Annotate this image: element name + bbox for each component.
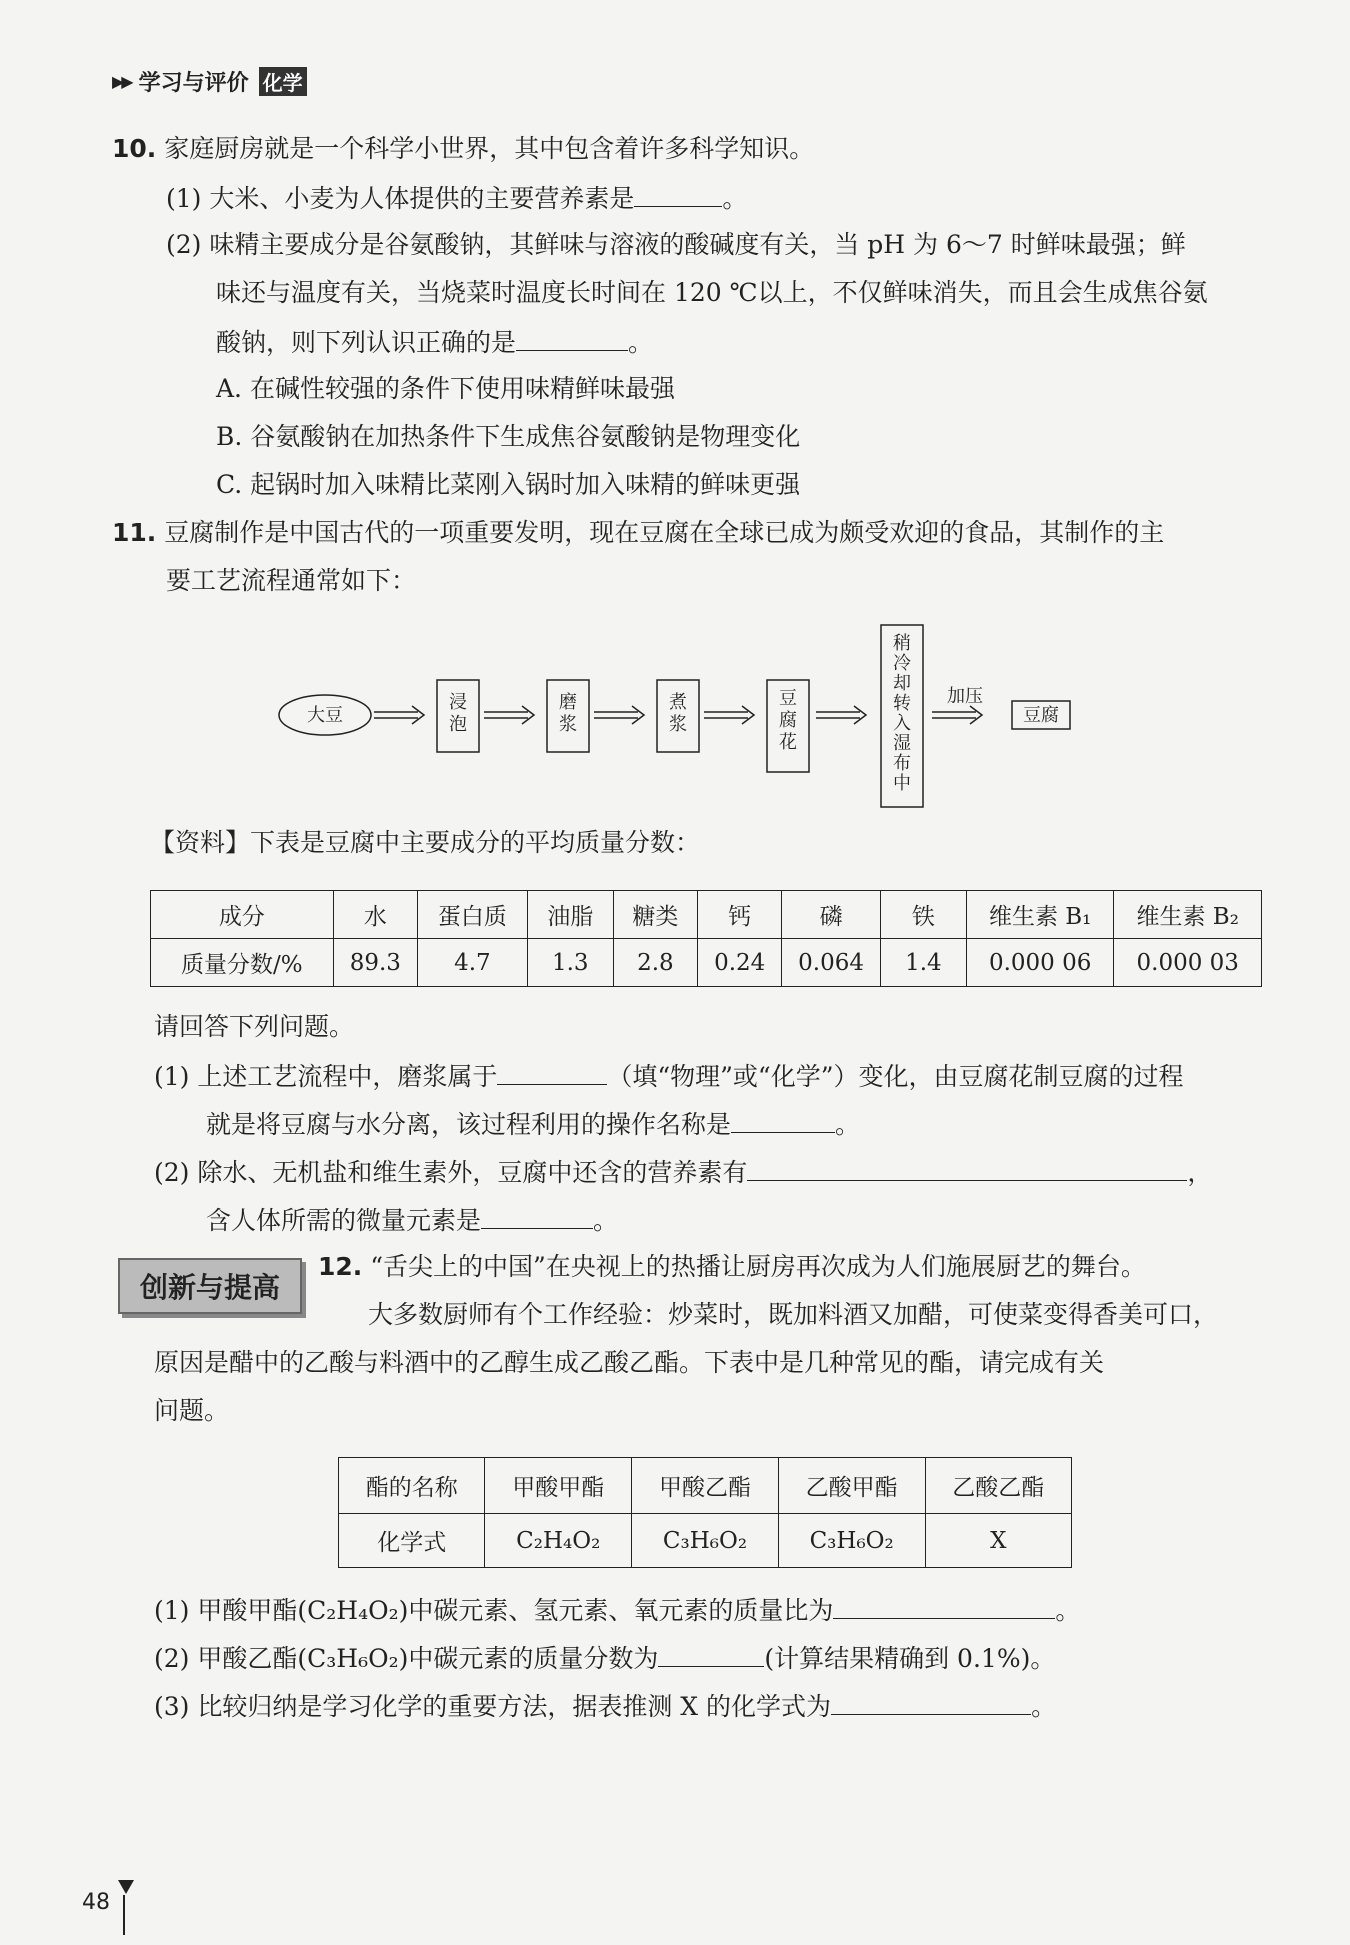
table-cell: 0.24 bbox=[697, 939, 781, 987]
table-cell: 化学式 bbox=[339, 1514, 485, 1568]
flow-arrow bbox=[374, 706, 424, 724]
step-cool-char: 冷 bbox=[893, 653, 911, 674]
step-grind-char1: 磨 bbox=[559, 692, 577, 713]
q11-part1-line2-text: 就是将豆腐与水分离，该过程利用的操作名称是 bbox=[206, 1110, 732, 1139]
q12-part1-text: (1) 甲酸甲酯(C₂H₄O₂)中碳元素、氢元素、氧元素的质量比为 bbox=[154, 1596, 834, 1625]
header-title: 学习与评价 bbox=[138, 71, 249, 96]
answer-blank[interactable] bbox=[658, 1640, 764, 1667]
step-boil-char1: 煮 bbox=[669, 692, 687, 713]
table-cell: 0.064 bbox=[782, 939, 880, 987]
q11-part2-line1-text: (2) 除水、无机盐和维生素外，豆腐中还含的营养素有 bbox=[154, 1158, 748, 1187]
table-header-row bbox=[151, 891, 1262, 939]
q12-part3 bbox=[154, 1688, 1056, 1724]
answer-blank[interactable] bbox=[831, 1688, 1031, 1715]
table-cell: 甲酸乙酯 bbox=[632, 1458, 779, 1514]
table-cell: 1.4 bbox=[880, 939, 966, 987]
table-cell: C₂H₄O₂ bbox=[485, 1514, 632, 1568]
step-grind-char2: 浆 bbox=[559, 714, 577, 735]
step-cool-char: 湿 bbox=[893, 733, 911, 754]
table-cell: 4.7 bbox=[418, 939, 528, 987]
answer-blank[interactable] bbox=[634, 180, 722, 207]
step-cool-char: 稍 bbox=[893, 633, 911, 654]
table-cell: 成分 bbox=[151, 891, 334, 939]
table-cell: 质量分数/% bbox=[151, 939, 334, 987]
step-curd-char2: 腐 bbox=[779, 710, 797, 731]
table-cell: 89.3 bbox=[333, 939, 417, 987]
step-soak-char1: 浸 bbox=[449, 692, 467, 713]
table-header-row bbox=[339, 1458, 1072, 1514]
table-cell: C₃H₆O₂ bbox=[778, 1514, 925, 1568]
q12-part1-end: 。 bbox=[1055, 1596, 1081, 1625]
table-cell: 甲酸甲酯 bbox=[485, 1458, 632, 1514]
q10-part2-line2: 味还与温度有关，当烧菜时温度长时间在 120 ℃以上，不仅鲜味消失，而且会生成焦谷氨 bbox=[216, 278, 1208, 307]
answer-blank[interactable] bbox=[516, 324, 628, 351]
flow-end-label: 豆腐 bbox=[1023, 705, 1059, 726]
answer-blank[interactable] bbox=[481, 1202, 593, 1229]
table-cell: 油脂 bbox=[527, 891, 613, 939]
q11-part2-end: 。 bbox=[593, 1206, 619, 1235]
flow-start-label: 大豆 bbox=[307, 705, 343, 726]
table-row bbox=[151, 939, 1262, 987]
step-cool-char: 中 bbox=[893, 773, 911, 794]
q11-stem-line1 bbox=[112, 516, 1164, 550]
q11-part1-line1-text: (1) 上述工艺流程中，磨浆属于 bbox=[154, 1062, 498, 1091]
step-cool-char: 转 bbox=[893, 693, 911, 714]
q10-option-a: A. 在碱性较强的条件下使用味精鲜味最强 bbox=[216, 374, 675, 403]
q10-option-b: B. 谷氨酸钠在加热条件下生成焦谷氨酸钠是物理变化 bbox=[216, 422, 801, 451]
q10-stem-text: 家庭厨房就是一个科学小世界，其中包含着许多科学知识。 bbox=[164, 134, 815, 163]
q11-stem-line2: 要工艺流程通常如下： bbox=[166, 566, 417, 595]
q12-part1 bbox=[154, 1592, 1080, 1628]
flow-arrow bbox=[484, 706, 534, 724]
q10-option-c: C. 起锅时加入味精比菜刚入锅时加入味精的鲜味更强 bbox=[216, 470, 801, 499]
tofu-composition-table bbox=[150, 890, 1262, 987]
press-label: 加压 bbox=[947, 686, 983, 707]
q10-part2-end: 。 bbox=[628, 328, 654, 357]
table-cell: 糖类 bbox=[613, 891, 697, 939]
q12-part2 bbox=[154, 1640, 1055, 1676]
page-number: 48 bbox=[82, 1890, 110, 1915]
table-cell: 2.8 bbox=[613, 939, 697, 987]
table-cell: 乙酸乙酯 bbox=[925, 1458, 1071, 1514]
table-cell: C₃H₆O₂ bbox=[632, 1514, 779, 1568]
q12-stem-line1 bbox=[318, 1250, 1146, 1284]
table-cell: 酯的名称 bbox=[339, 1458, 485, 1514]
q10-stem bbox=[112, 132, 814, 166]
step-soak-char2: 泡 bbox=[449, 714, 467, 735]
q12-part3-end: 。 bbox=[1031, 1692, 1057, 1721]
step-boil-char2: 浆 bbox=[669, 714, 687, 735]
table-cell: 铁 bbox=[880, 891, 966, 939]
answer-blank[interactable] bbox=[497, 1058, 607, 1085]
table-cell: 乙酸甲酯 bbox=[778, 1458, 925, 1514]
page-margin-line bbox=[123, 1895, 125, 1935]
q12-part2-text: (2) 甲酸乙酯(C₃H₆O₂)中碳元素的质量分数为 bbox=[154, 1644, 659, 1673]
table-cell: 维生素 B₂ bbox=[1114, 891, 1262, 939]
answer-blank[interactable] bbox=[747, 1154, 1187, 1181]
ester-table bbox=[338, 1457, 1072, 1568]
table-cell: X bbox=[925, 1514, 1071, 1568]
q11-part2-line1 bbox=[154, 1154, 1212, 1190]
answer-blank[interactable] bbox=[731, 1106, 835, 1133]
q11-ask: 请回答下列问题。 bbox=[154, 1012, 355, 1041]
q11-part2-comma: ， bbox=[1187, 1158, 1213, 1187]
step-curd-char3: 花 bbox=[779, 732, 797, 753]
q10-part1-text: (1) 大米、小麦为人体提供的主要营养素是 bbox=[166, 184, 635, 213]
q12-stem-line1-text: “舌尖上的中国”在央视上的热播让厨房再次成为人们施展厨艺的舞台。 bbox=[370, 1252, 1146, 1281]
q11-stem-line1-text: 豆腐制作是中国古代的一项重要发明，现在豆腐在全球已成为颇受欢迎的食品，其制作的主 bbox=[164, 518, 1165, 547]
step-curd-char1: 豆 bbox=[779, 688, 797, 709]
q12-part2-end: (计算结果精确到 0.1%)。 bbox=[764, 1644, 1056, 1673]
innovation-badge: 创新与提高 bbox=[118, 1258, 302, 1314]
q11-part1-line1-rest: （填“物理”或“化学”）变化，由豆腐花制豆腐的过程 bbox=[607, 1062, 1184, 1091]
table-cell: 蛋白质 bbox=[418, 891, 528, 939]
q10-part1 bbox=[166, 180, 747, 216]
flow-arrow bbox=[816, 706, 866, 724]
table-cell: 0.000 03 bbox=[1114, 939, 1262, 987]
table-cell: 磷 bbox=[782, 891, 880, 939]
q12-stem-line2: 大多数厨师有个工作经验：炒菜时，既加料酒又加醋，可使菜变得香美可口， bbox=[368, 1300, 1219, 1329]
q11-part1-end: 。 bbox=[835, 1110, 861, 1139]
q11-part2-line2-text: 含人体所需的微量元素是 bbox=[206, 1206, 482, 1235]
table-cell: 维生素 B₁ bbox=[966, 891, 1114, 939]
answer-blank[interactable] bbox=[833, 1592, 1055, 1619]
table-cell: 水 bbox=[333, 891, 417, 939]
triangle-marker-icon bbox=[118, 1880, 134, 1894]
q10-part1-end: 。 bbox=[722, 184, 748, 213]
q11-part1-line2 bbox=[206, 1106, 860, 1142]
q11-number: 11. bbox=[112, 518, 157, 547]
page-header bbox=[112, 66, 307, 97]
q10-number: 10. bbox=[112, 134, 157, 163]
step-cool-char: 却 bbox=[893, 673, 911, 694]
q12-stem-line3: 原因是醋中的乙酸与料酒中的乙醇生成乙酸乙酯。下表中是几种常见的酯，请完成有关 bbox=[154, 1348, 1105, 1377]
flow-arrow bbox=[704, 706, 754, 724]
q10-part2-line3 bbox=[216, 324, 653, 360]
q12-stem-line4: 问题。 bbox=[154, 1396, 230, 1425]
table-cell: 0.000 06 bbox=[966, 939, 1114, 987]
double-arrow-icon: ▶▶ bbox=[112, 72, 131, 91]
q11-part1-line1 bbox=[154, 1058, 1184, 1094]
q10-part2-line3-text: 酸钠，则下列认识正确的是 bbox=[216, 328, 517, 357]
q11-part2-line2 bbox=[206, 1202, 618, 1238]
tofu-process-diagram bbox=[270, 620, 1090, 815]
step-cool-char: 入 bbox=[893, 713, 911, 734]
flow-arrow bbox=[932, 706, 982, 724]
material-intro: 【资料】下表是豆腐中主要成分的平均质量分数： bbox=[150, 828, 701, 857]
subject-tag: 化学 bbox=[259, 67, 307, 96]
flow-arrow bbox=[594, 706, 644, 724]
table-row bbox=[339, 1514, 1072, 1568]
q12-number: 12. bbox=[318, 1252, 363, 1281]
table-cell: 钙 bbox=[697, 891, 781, 939]
table-cell: 1.3 bbox=[527, 939, 613, 987]
q10-part2-line1: (2) 味精主要成分是谷氨酸钠，其鲜味与溶液的酸碱度有关，当 pH 为 6～7 时鲜味最强；鲜 bbox=[166, 230, 1186, 259]
q12-part3-text: (3) 比较归纳是学习化学的重要方法，据表推测 X 的化学式为 bbox=[154, 1692, 832, 1721]
step-cool-char: 布 bbox=[893, 753, 911, 774]
